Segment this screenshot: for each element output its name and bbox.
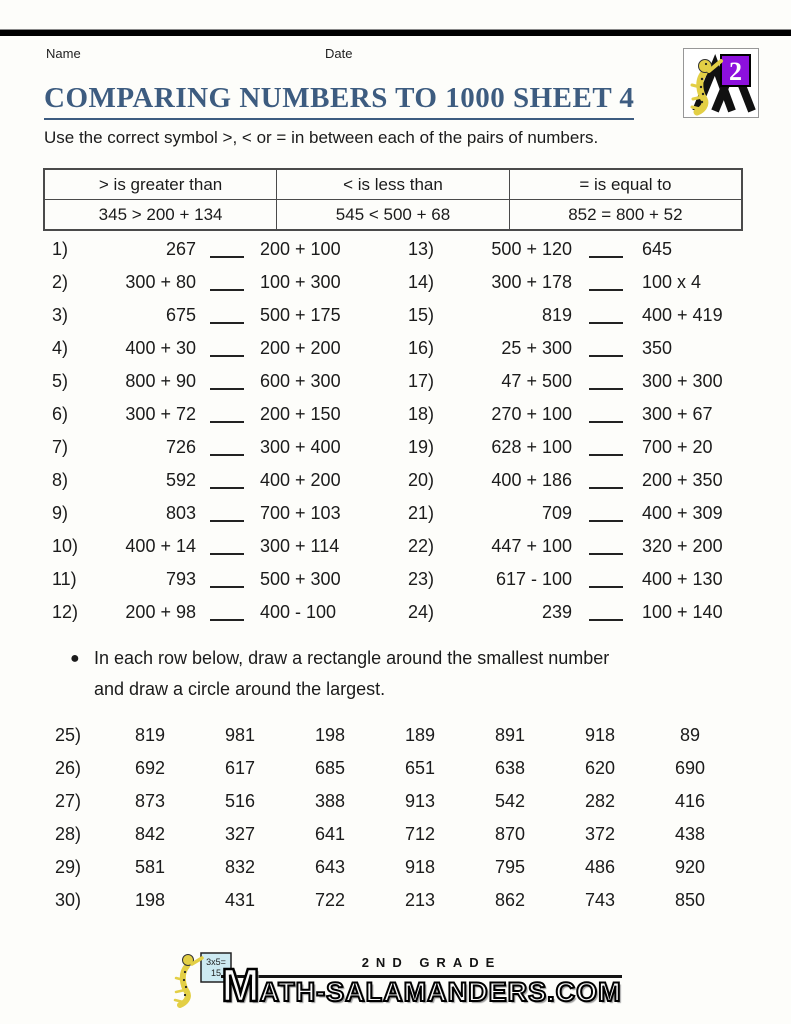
key-equal-to: = is equal to: [509, 169, 742, 200]
number-row: [55, 818, 735, 851]
answer-blank: [589, 454, 623, 456]
row-number: 28): [55, 824, 82, 844]
top-rule: [0, 29, 791, 36]
answer-blank: [589, 256, 623, 258]
problem-right-expression: 100 + 300: [260, 272, 341, 292]
row-number: 25): [55, 725, 82, 745]
problem-number: 9): [52, 503, 69, 523]
problem-left-expression: 819: [541, 305, 572, 325]
row-value: 712: [404, 824, 436, 844]
problem-left-expression: 500 + 120: [491, 239, 572, 259]
problem-right-expression: 300 + 67: [642, 404, 713, 424]
key-greater-than: > is greater than: [44, 169, 277, 200]
problem-number: 23): [408, 569, 435, 589]
problem-number: 12): [52, 602, 79, 622]
answer-blank: [210, 289, 244, 291]
problem-number: 1): [52, 239, 69, 259]
problem-row: [408, 365, 723, 398]
row-value: 327: [224, 824, 256, 844]
row-value: 189: [404, 725, 436, 745]
bullet-icon: ●: [70, 650, 80, 667]
problem-right-expression: 200 + 100: [260, 239, 341, 259]
problem-row: [408, 563, 723, 596]
problem-row: [52, 365, 341, 398]
answer-blank: [589, 289, 623, 291]
problem-row: [52, 266, 341, 299]
key-equal-example: 852 = 800 + 52: [509, 200, 742, 231]
key-greater-example: 345 > 200 + 134: [44, 200, 277, 231]
row-value: 620: [584, 758, 616, 778]
problem-row: [408, 332, 723, 365]
problem-row: [52, 431, 341, 464]
problem-number: 3): [52, 305, 69, 325]
problem-number: 24): [408, 602, 435, 622]
row-value: 862: [494, 890, 526, 910]
number-rows-section: [55, 719, 735, 917]
problem-right-expression: 600 + 300: [260, 371, 341, 391]
answer-blank: [589, 520, 623, 522]
problem-left-expression: 709: [541, 503, 572, 523]
answer-blank: [589, 355, 623, 357]
row-number: 29): [55, 857, 82, 877]
problem-number: 16): [408, 338, 435, 358]
row-number: 27): [55, 791, 82, 811]
row-value: 641: [314, 824, 346, 844]
svg-text:15: 15: [211, 968, 222, 978]
answer-blank: [210, 487, 244, 489]
row-value: 913: [404, 791, 436, 811]
row-value: 795: [494, 857, 526, 877]
salamander-grade-badge-icon: [684, 49, 758, 117]
problem-number: 7): [52, 437, 69, 457]
answer-blank: [589, 487, 623, 489]
answer-blank: [589, 586, 623, 588]
answer-blank: [589, 388, 623, 390]
row-value: 918: [404, 857, 436, 877]
row-value: 213: [404, 890, 436, 910]
problem-row: [52, 398, 341, 431]
answer-blank: [210, 553, 244, 555]
problem-right-expression: 300 + 300: [642, 371, 723, 391]
problem-row: [52, 332, 341, 365]
answer-blank: [210, 520, 244, 522]
row-value: 918: [584, 725, 616, 745]
row-value: 870: [494, 824, 526, 844]
problem-right-expression: 200 + 150: [260, 404, 341, 424]
key-less-example: 545 < 500 + 68: [277, 200, 510, 231]
problem-right-expression: 100 x 4: [642, 272, 702, 292]
row-value: 198: [134, 890, 166, 910]
grade-number: 2: [729, 57, 742, 86]
row-value: 638: [494, 758, 526, 778]
number-row: [55, 719, 735, 752]
problem-number: 18): [408, 404, 435, 424]
answer-blank: [210, 355, 244, 357]
row-value: 388: [314, 791, 346, 811]
row-value: 685: [314, 758, 346, 778]
problem-left-expression: 47 + 500: [501, 371, 572, 391]
row-value: 651: [404, 758, 436, 778]
problem-right-expression: 645: [642, 239, 673, 259]
problem-left-expression: 25 + 300: [501, 338, 572, 358]
problem-right-expression: 300 + 114: [260, 536, 340, 556]
problem-left-expression: 270 + 100: [491, 404, 572, 424]
row-value: 832: [224, 857, 256, 877]
grade-text: 2ND GRADE: [361, 955, 502, 970]
problems-column-right: [408, 233, 723, 629]
number-row: [55, 884, 735, 917]
problem-right-expression: 400 - 100: [260, 602, 337, 622]
number-row: [55, 851, 735, 884]
problem-row: [408, 596, 723, 629]
problem-number: 14): [408, 272, 435, 292]
problem-right-expression: 500 + 300: [260, 569, 341, 589]
problem-number: 5): [52, 371, 69, 391]
problem-right-expression: 200 + 350: [642, 470, 723, 490]
problem-row: [52, 497, 341, 530]
problem-number: 20): [408, 470, 435, 490]
site-rest: ATH-SALAMANDERS.COM: [259, 977, 622, 1007]
answer-blank: [589, 421, 623, 423]
number-row: [55, 785, 735, 818]
key-example-row: [44, 200, 742, 231]
problem-left-expression: 726: [165, 437, 196, 457]
problem-right-expression: 400 + 130: [642, 569, 723, 589]
instruction-text: Use the correct symbol >, < or = in between each of the pairs of numbers.: [44, 128, 599, 147]
answer-blank: [589, 553, 623, 555]
row-value: 372: [584, 824, 616, 844]
problem-right-expression: 700 + 103: [260, 503, 341, 523]
row-value: 743: [584, 890, 616, 910]
problem-row: [408, 464, 723, 497]
problem-number: 10): [52, 536, 79, 556]
problem-right-expression: 100 + 140: [642, 602, 723, 622]
answer-blank: [210, 388, 244, 390]
problem-row: [408, 233, 723, 266]
problem-left-expression: 793: [165, 569, 196, 589]
answer-blank: [210, 619, 244, 621]
row-value: 722: [314, 890, 346, 910]
row-value: 198: [314, 725, 346, 745]
problem-row: [52, 464, 341, 497]
answer-blank: [589, 322, 623, 324]
name-label: Name: [46, 46, 81, 61]
problem-row: [408, 398, 723, 431]
row-value: 438: [674, 824, 706, 844]
row-value: 89: [679, 725, 701, 745]
problem-left-expression: 300 + 178: [491, 272, 572, 292]
problem-number: 8): [52, 470, 69, 490]
problem-number: 19): [408, 437, 435, 457]
problem-number: 4): [52, 338, 69, 358]
row-value: 920: [674, 857, 706, 877]
bullet-instruction: [70, 643, 730, 705]
problem-right-expression: 300 + 400: [260, 437, 341, 457]
problem-left-expression: 267: [165, 239, 196, 259]
problem-left-expression: 400 + 186: [491, 470, 572, 490]
row-value: 282: [584, 791, 616, 811]
row-value: 692: [134, 758, 166, 778]
problem-row: [52, 563, 341, 596]
row-value: 486: [584, 857, 616, 877]
row-number: 30): [55, 890, 82, 910]
problem-row: [52, 596, 341, 629]
problem-row: [408, 431, 723, 464]
key-header-row: [44, 169, 742, 200]
bullet-instruction-text: In each row below, draw a rectangle around the smallest number and draw a circle around the largest.: [94, 648, 610, 699]
row-value: 842: [134, 824, 166, 844]
row-value: 643: [314, 857, 346, 877]
grade-banner: [221, 954, 621, 978]
problems-column-left: [52, 233, 341, 629]
problem-number: 2): [52, 272, 69, 292]
row-value: 617: [224, 758, 256, 778]
key-less-than: < is less than: [277, 169, 510, 200]
problem-left-expression: 400 + 14: [125, 536, 196, 556]
site-initial-m: M: [221, 959, 260, 1011]
problem-right-expression: 400 + 309: [642, 503, 723, 523]
number-row: [55, 752, 735, 785]
row-value: 431: [224, 890, 256, 910]
problem-row: [408, 530, 723, 563]
problem-left-expression: 300 + 80: [125, 272, 196, 292]
problem-row: [408, 497, 723, 530]
answer-blank: [210, 322, 244, 324]
answer-blank: [210, 454, 244, 456]
problem-number: 21): [408, 503, 435, 523]
row-value: 690: [674, 758, 706, 778]
problem-left-expression: 239: [541, 602, 572, 622]
problem-number: 6): [52, 404, 69, 424]
page-title: COMPARING NUMBERS TO 1000 SHEET 4: [44, 82, 634, 120]
problem-left-expression: 400 + 30: [125, 338, 196, 358]
row-value: 981: [224, 725, 256, 745]
row-value: 873: [134, 791, 166, 811]
problem-left-expression: 800 + 90: [125, 371, 196, 391]
problem-right-expression: 400 + 200: [260, 470, 341, 490]
problem-row: [408, 299, 723, 332]
problem-right-expression: 350: [642, 338, 673, 358]
date-label: Date: [325, 46, 353, 61]
row-value: 516: [224, 791, 256, 811]
row-value: 891: [494, 725, 526, 745]
row-value: 581: [134, 857, 166, 877]
answer-blank: [589, 619, 623, 621]
row-number: 26): [55, 758, 82, 778]
problem-left-expression: 200 + 98: [125, 602, 196, 622]
row-value: 819: [134, 725, 166, 745]
problem-right-expression: 200 + 200: [260, 338, 341, 358]
problem-number: 15): [408, 305, 435, 325]
problem-left-expression: 675: [165, 305, 196, 325]
problem-left-expression: 803: [165, 503, 196, 523]
row-value: 416: [674, 791, 706, 811]
problem-left-expression: 300 + 72: [125, 404, 196, 424]
problem-row: [52, 299, 341, 332]
row-value: 542: [494, 791, 526, 811]
problem-left-expression: 617 - 100: [495, 569, 572, 589]
problem-number: 17): [408, 371, 435, 391]
problem-left-expression: 447 + 100: [491, 536, 572, 556]
problem-left-expression: 628 + 100: [491, 437, 572, 457]
problem-right-expression: 500 + 175: [260, 305, 341, 325]
answer-blank: [210, 256, 244, 258]
problem-number: 11): [52, 569, 77, 589]
problem-number: 22): [408, 536, 435, 556]
answer-blank: [210, 586, 244, 588]
footer: [0, 950, 791, 1011]
salamander-icon: [175, 955, 202, 1006]
problem-row: [408, 266, 723, 299]
grade-2-logo: [683, 48, 759, 118]
row-value: 850: [674, 890, 706, 910]
symbol-key-table: [43, 168, 743, 231]
problem-left-expression: 592: [165, 470, 196, 490]
problem-number: 13): [408, 239, 435, 259]
problem-row: [52, 233, 341, 266]
problem-right-expression: 320 + 200: [642, 536, 723, 556]
problem-right-expression: 400 + 419: [642, 305, 723, 325]
svg-text:3x5=: 3x5=: [206, 957, 227, 967]
problem-right-expression: 700 + 20: [642, 437, 713, 457]
problem-row: [52, 530, 341, 563]
answer-blank: [210, 421, 244, 423]
